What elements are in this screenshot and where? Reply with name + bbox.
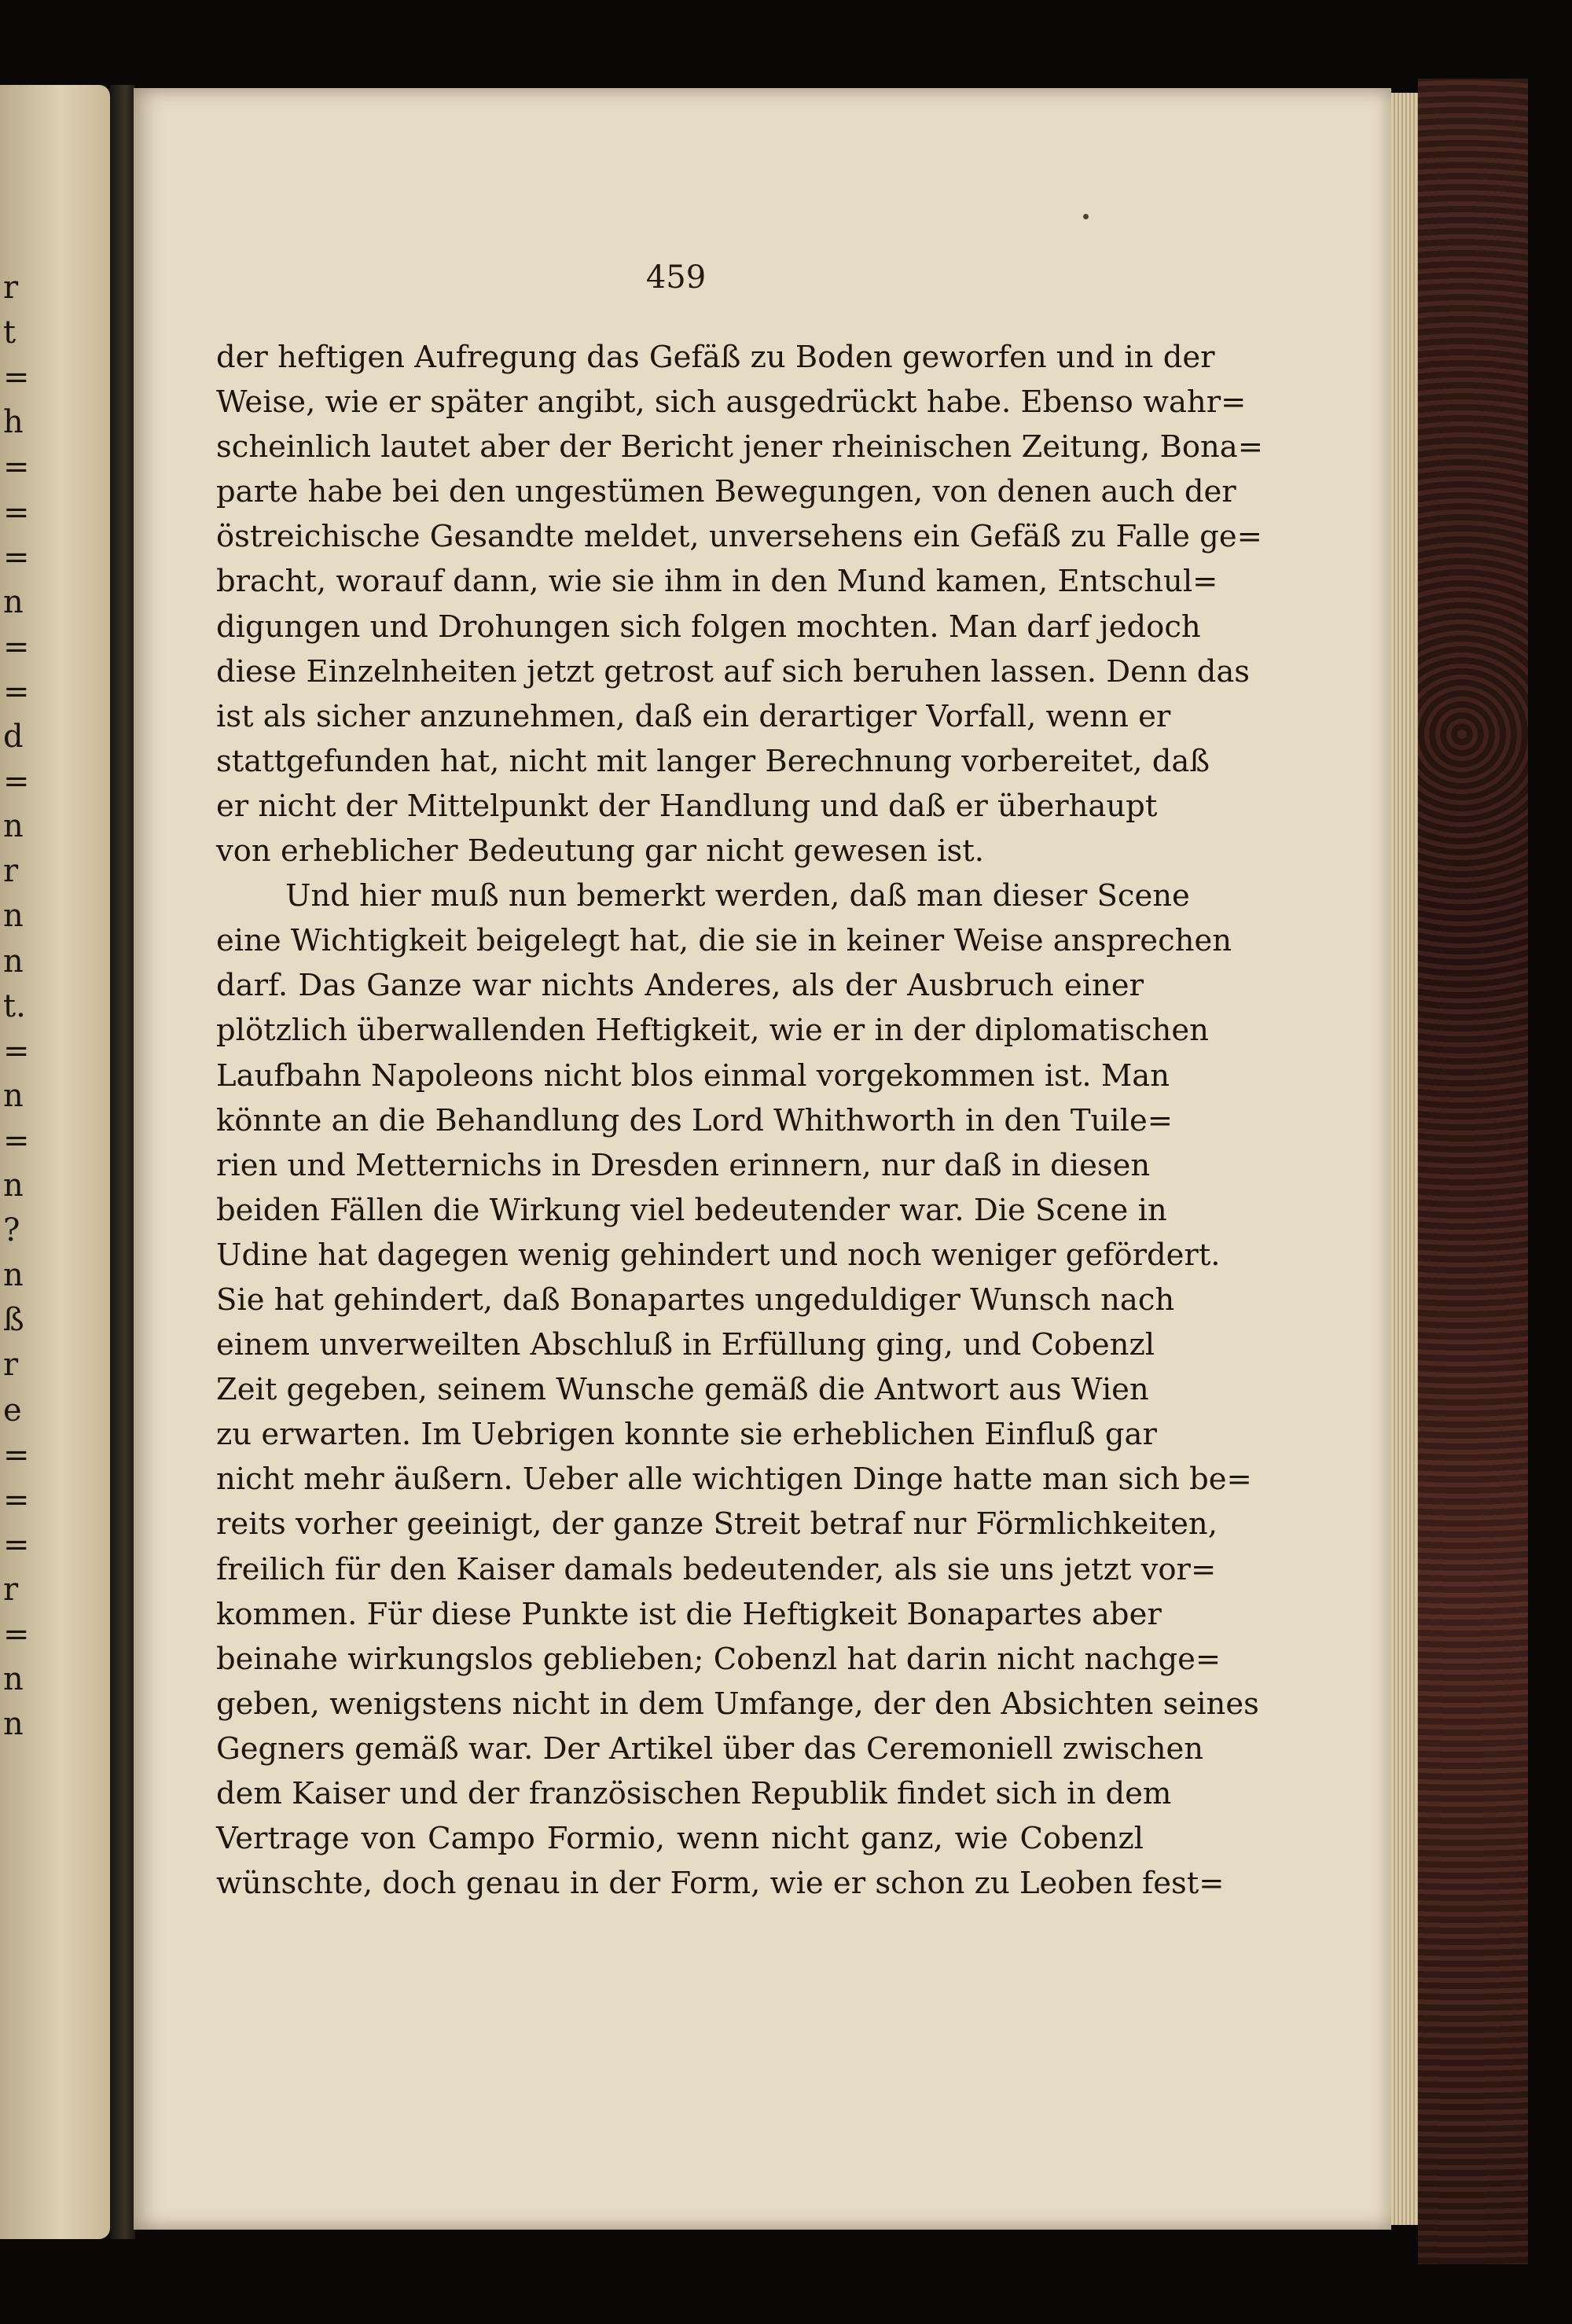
facing-page-line-end: = <box>3 1436 30 1473</box>
facing-page-line-end: n <box>3 1706 24 1743</box>
facing-page-line-end: = <box>3 1032 30 1069</box>
text-line: der heftigen Aufregung das Gefäß zu Boden geworfen und in der <box>216 340 1215 375</box>
text-line: Udine hat dagegen wenig gehindert und noch weniger gefördert. <box>216 1237 1221 1273</box>
text-line: nicht mehr äußern. Ueber alle wichtigen Dinge hatte man sich be= <box>216 1462 1252 1498</box>
text-line: Und hier muß nun bemerkt werden, daß man dieser Scene <box>285 878 1190 914</box>
facing-page-line-end: r <box>3 1571 19 1608</box>
page-number: 459 <box>645 259 707 296</box>
text-line: dem Kaiser und der französischen Republik findet sich in dem <box>216 1776 1172 1811</box>
facing-page-line-end: n <box>3 1168 24 1204</box>
text-line: könnte an die Behandlung des Lord Whithworth in den Tuile= <box>216 1102 1173 1138</box>
facing-page-line-end: t. <box>3 987 26 1024</box>
facing-page-line-end: n <box>3 808 24 845</box>
text-line: eine Wichtigkeit beigelegt hat, die sie in keiner Weise ansprechen <box>216 923 1232 959</box>
facing-page-line-end: = <box>3 494 30 531</box>
text-line: parte habe bei den ungestümen Bewegungen, von denen auch der <box>216 474 1236 510</box>
text-line: geben, wenigstens nicht in dem Umfange, der den Absichten seines <box>216 1686 1259 1722</box>
text-line: digungen und Drohungen sich folgen mochten. Man darf jedoch <box>216 609 1201 645</box>
text-line: östreichische Gesandte meldet, unversehens ein Gefäß zu Falle ge= <box>216 519 1262 555</box>
text-line: darf. Das Ganze war nichts Anderes, als der Ausbruch einer <box>216 968 1144 1004</box>
facing-page-line-end: = <box>3 1526 30 1563</box>
text-line: Weise, wie er später angibt, sich ausgedrückt habe. Ebenso wahr= <box>216 384 1247 421</box>
text-line: rien und Metternichs in Dresden erinnern, nur daß in diesen <box>216 1147 1151 1183</box>
paragraph-1 <box>216 335 1264 873</box>
facing-page-line-end: = <box>3 673 30 710</box>
facing-page-line-end: = <box>3 628 30 665</box>
paragraph-2 <box>216 873 1259 1906</box>
facing-page-line-end: r <box>3 1347 19 1384</box>
text-line: kommen. Für diese Punkte ist die Heftigkeit Bonapartes aber <box>216 1596 1162 1632</box>
facing-page-line-end: ? <box>3 1212 20 1249</box>
facing-page-line-end: = <box>3 763 30 800</box>
text-line: Laufbahn Napoleons nicht blos einmal vorgekommen ist. Man <box>216 1057 1170 1094</box>
facing-page-line-end: n <box>3 943 24 980</box>
facing-page-line-end: d <box>3 719 24 755</box>
facing-page-line-end: = <box>3 539 30 575</box>
text-line: wünschte, doch genau in der Form, wie er schon zu Leoben fest= <box>216 1866 1225 1902</box>
text-line: zu erwarten. Im Uebrigen konnte sie erheblichen Einfluß gar <box>216 1417 1157 1453</box>
text-line: er nicht der Mittelpunkt der Handlung und daß er überhaupt <box>216 788 1158 824</box>
facing-page-line-end: t <box>3 314 17 351</box>
facing-page-edge <box>0 85 110 2239</box>
text-line: stattgefunden hat, nicht mit langer Berechnung vorbereitet, daß <box>216 743 1210 779</box>
text-line: bracht, worauf dann, wie sie ihm in den Mund kamen, Entschul= <box>216 564 1218 600</box>
text-line: diese Einzelnheiten jetzt getrost auf sich beruhen lassen. Denn das <box>216 653 1251 689</box>
text-line: ist als sicher anzunehmen, daß ein derartiger Vorfall, wenn er <box>216 698 1171 734</box>
text-line: reits vorher geeinigt, der ganze Streit betraf nur Förmlichkeiten, <box>216 1506 1218 1543</box>
facing-page-line-end: h <box>3 404 24 441</box>
facing-page-line-end: e <box>3 1392 22 1429</box>
facing-page-line-end: = <box>3 1616 30 1653</box>
facing-page-line-end: r <box>3 270 19 306</box>
facing-page-line-end: ß <box>3 1302 24 1339</box>
text-line: scheinlich lautet aber der Bericht jener rheinischen Zeitung, Bona= <box>216 429 1264 465</box>
text-line: beinahe wirkungslos geblieben; Cobenzl hat darin nicht nachge= <box>216 1641 1221 1677</box>
facing-page-line-end: = <box>3 359 30 396</box>
text-line: freilich für den Kaiser damals bedeutender, als sie uns jetzt vor= <box>216 1551 1217 1587</box>
text-line: Zeit gegeben, seinem Wunsche gemäß die Antwort aus Wien <box>216 1372 1149 1408</box>
facing-page-line-end: = <box>3 1481 30 1518</box>
marbled-back-cover <box>1418 79 1528 2264</box>
text-line: plötzlich überwallenden Heftigkeit, wie er in der diplomatischen <box>216 1013 1209 1049</box>
text-line: beiden Fällen die Wirkung viel bedeutender war. Die Scene in <box>216 1192 1167 1228</box>
text-line: Vertrage von Campo Formio, wenn nicht ganz, wie Cobenzl <box>216 1821 1144 1857</box>
facing-page-line-end: = <box>3 1122 30 1159</box>
paper-speck <box>1083 214 1089 219</box>
facing-page-line-end: n <box>3 898 24 935</box>
text-line: Sie hat gehindert, daß Bonapartes ungeduldiger Wunsch nach <box>216 1282 1175 1318</box>
text-line: Gegners gemäß war. Der Artikel über das Ceremoniell zwischen <box>216 1730 1204 1767</box>
facing-page-line-end: n <box>3 1257 24 1294</box>
facing-page-line-end: n <box>3 583 24 620</box>
facing-page-line-end: = <box>3 449 30 486</box>
facing-page-line-end: n <box>3 1661 24 1698</box>
page-fore-edge <box>1391 93 1418 2225</box>
facing-page-line-end: n <box>3 1077 24 1114</box>
book-gutter <box>110 85 135 2239</box>
text-line: einem unverweilten Abschluß in Erfüllung ging, und Cobenzl <box>216 1327 1155 1363</box>
facing-page-line-end: r <box>3 853 19 890</box>
body-text <box>216 335 1264 1906</box>
text-line: von erheblicher Bedeutung gar nicht gewesen ist. <box>216 833 984 870</box>
